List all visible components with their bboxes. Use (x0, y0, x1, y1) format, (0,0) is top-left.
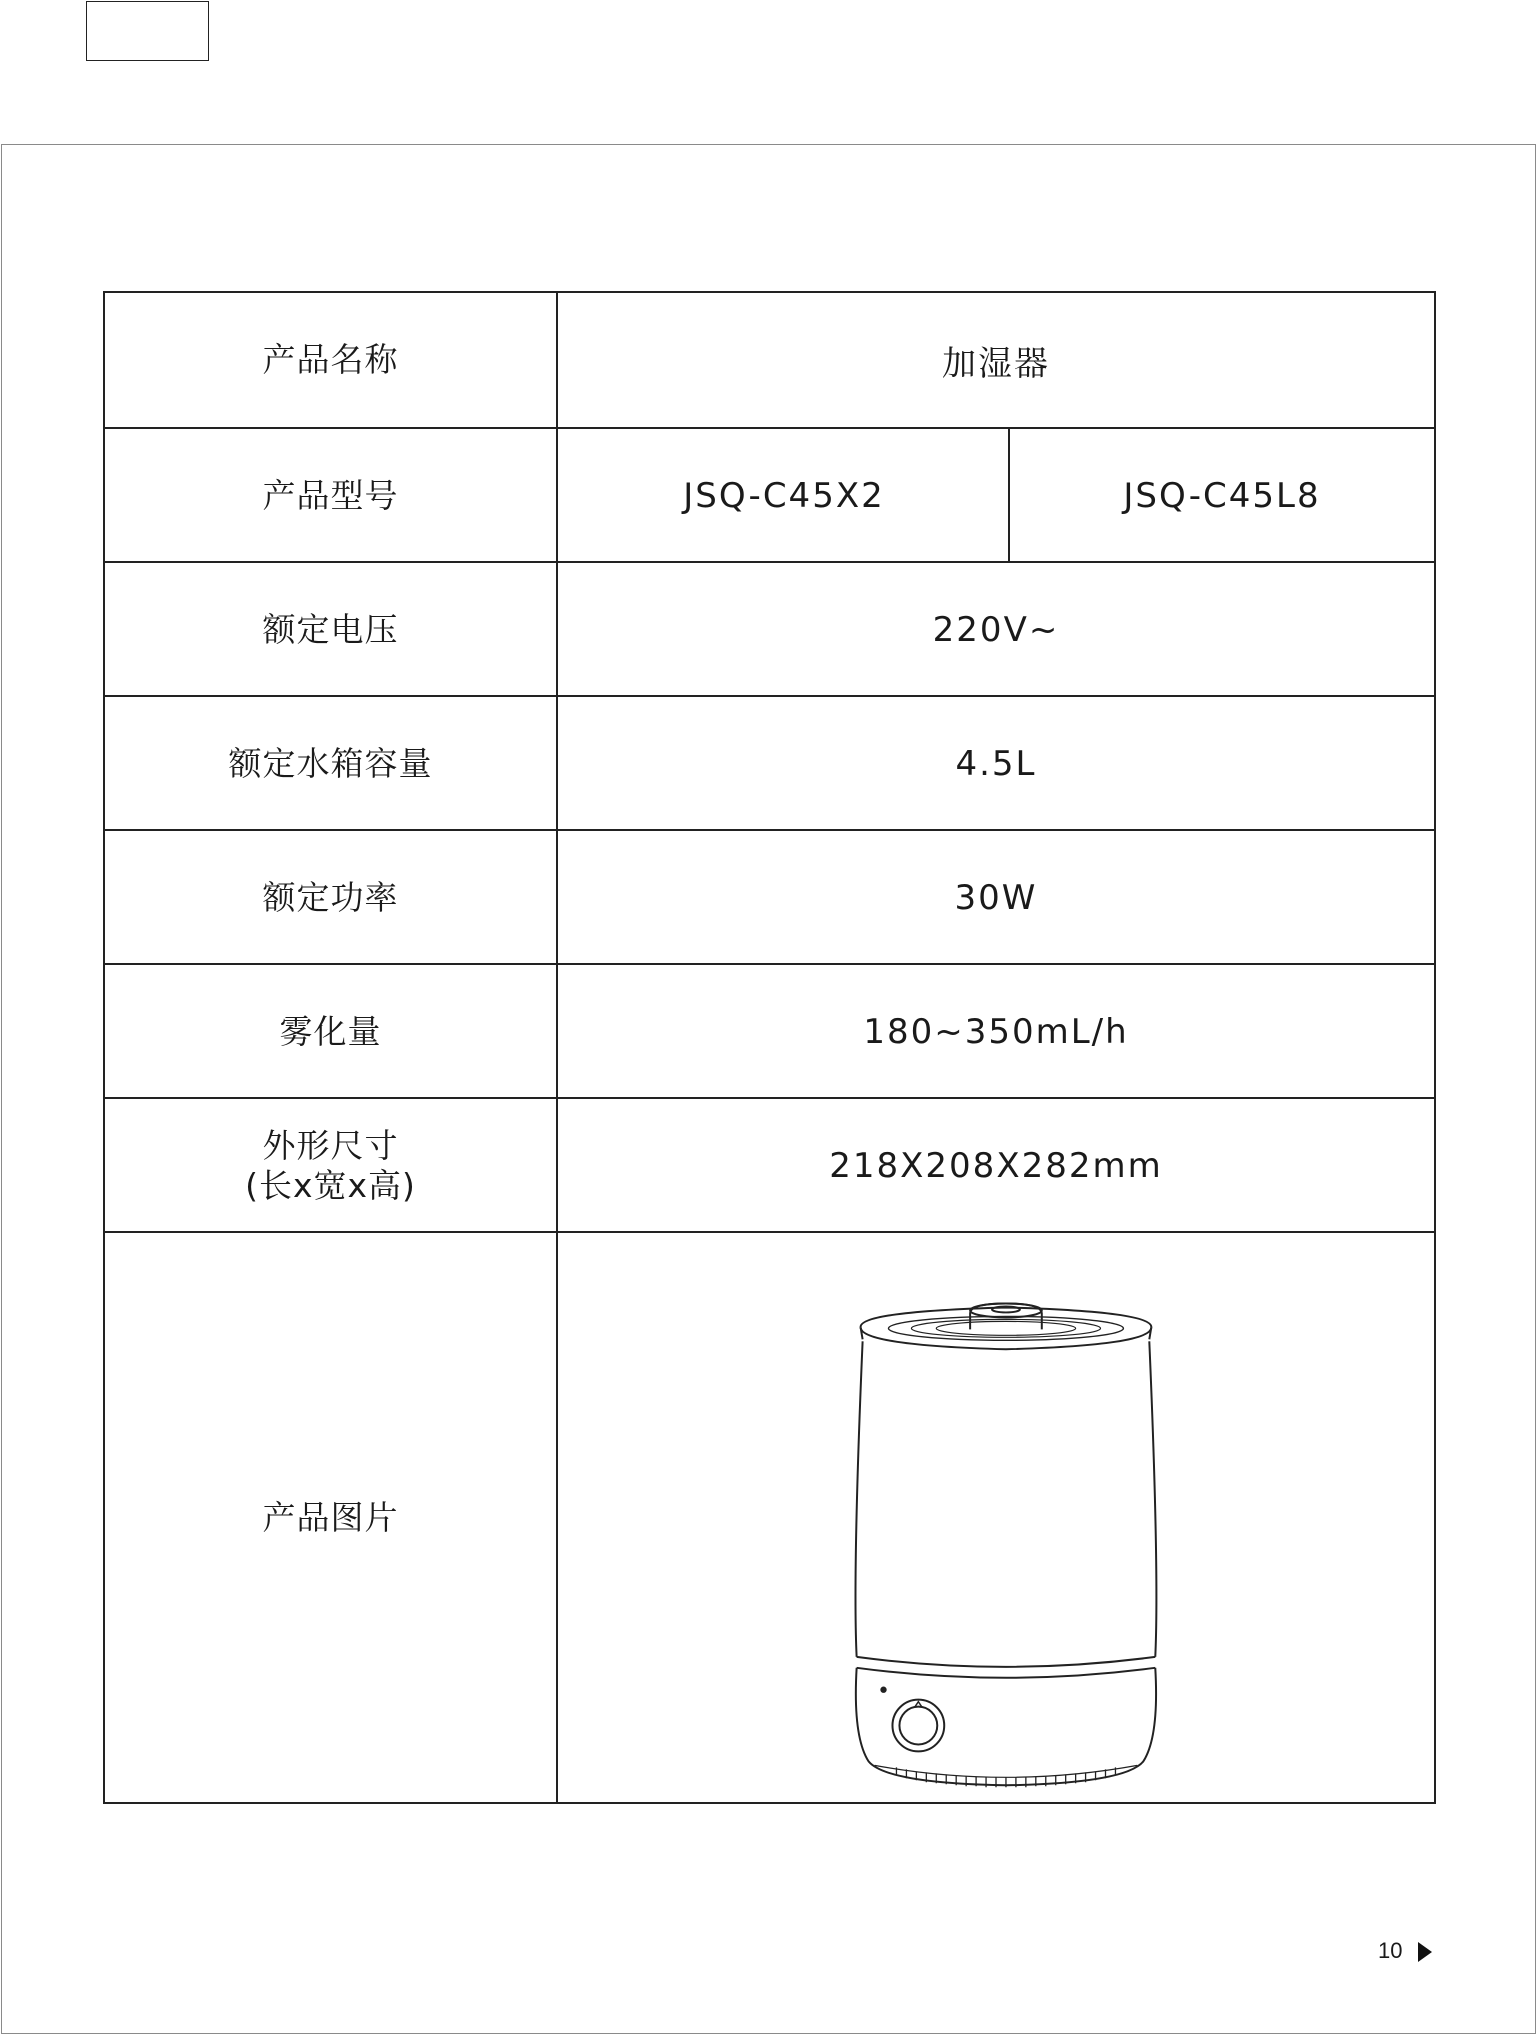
row-value: 加湿器 (556, 293, 1434, 427)
row-label: 雾化量 (279, 1012, 382, 1052)
row-value: 4.5L (556, 697, 1434, 831)
table-row (105, 427, 1434, 563)
row-label (105, 1099, 556, 1233)
corner-box (86, 1, 209, 61)
table-row (105, 561, 1434, 697)
row-value: 180~350mL/h (556, 965, 1434, 1099)
product-image-cell (556, 1233, 1434, 1802)
humidifier-illustration (558, 1233, 1434, 1802)
row-label: 额定功率 (262, 878, 399, 918)
row-value: 220V~ (556, 563, 1434, 697)
row-label-line: (长x宽x高) (245, 1166, 416, 1205)
model-value: JSQ-C45L8 (1008, 429, 1434, 563)
row-label: 额定电压 (262, 610, 399, 650)
row-label: 产品图片 (262, 1497, 399, 1537)
table-row (105, 1097, 1434, 1233)
table-row (105, 293, 1434, 427)
model-value: JSQ-C45X2 (556, 429, 1010, 563)
spec-table (103, 291, 1436, 1804)
row-label: 额定水箱容量 (228, 744, 433, 784)
triangle-right-icon (1418, 1942, 1432, 1962)
table-row (105, 963, 1434, 1099)
row-label-line: 外形尺寸 (262, 1126, 399, 1166)
row-label: 产品型号 (262, 476, 399, 516)
row-label: 产品名称 (262, 340, 399, 380)
row-value: 218X208X282mm (556, 1099, 1434, 1233)
table-row (105, 829, 1434, 965)
page-number: 10 (1378, 1938, 1403, 1963)
table-row (105, 695, 1434, 831)
table-row (105, 1231, 1434, 1802)
row-value: 30W (556, 831, 1434, 965)
